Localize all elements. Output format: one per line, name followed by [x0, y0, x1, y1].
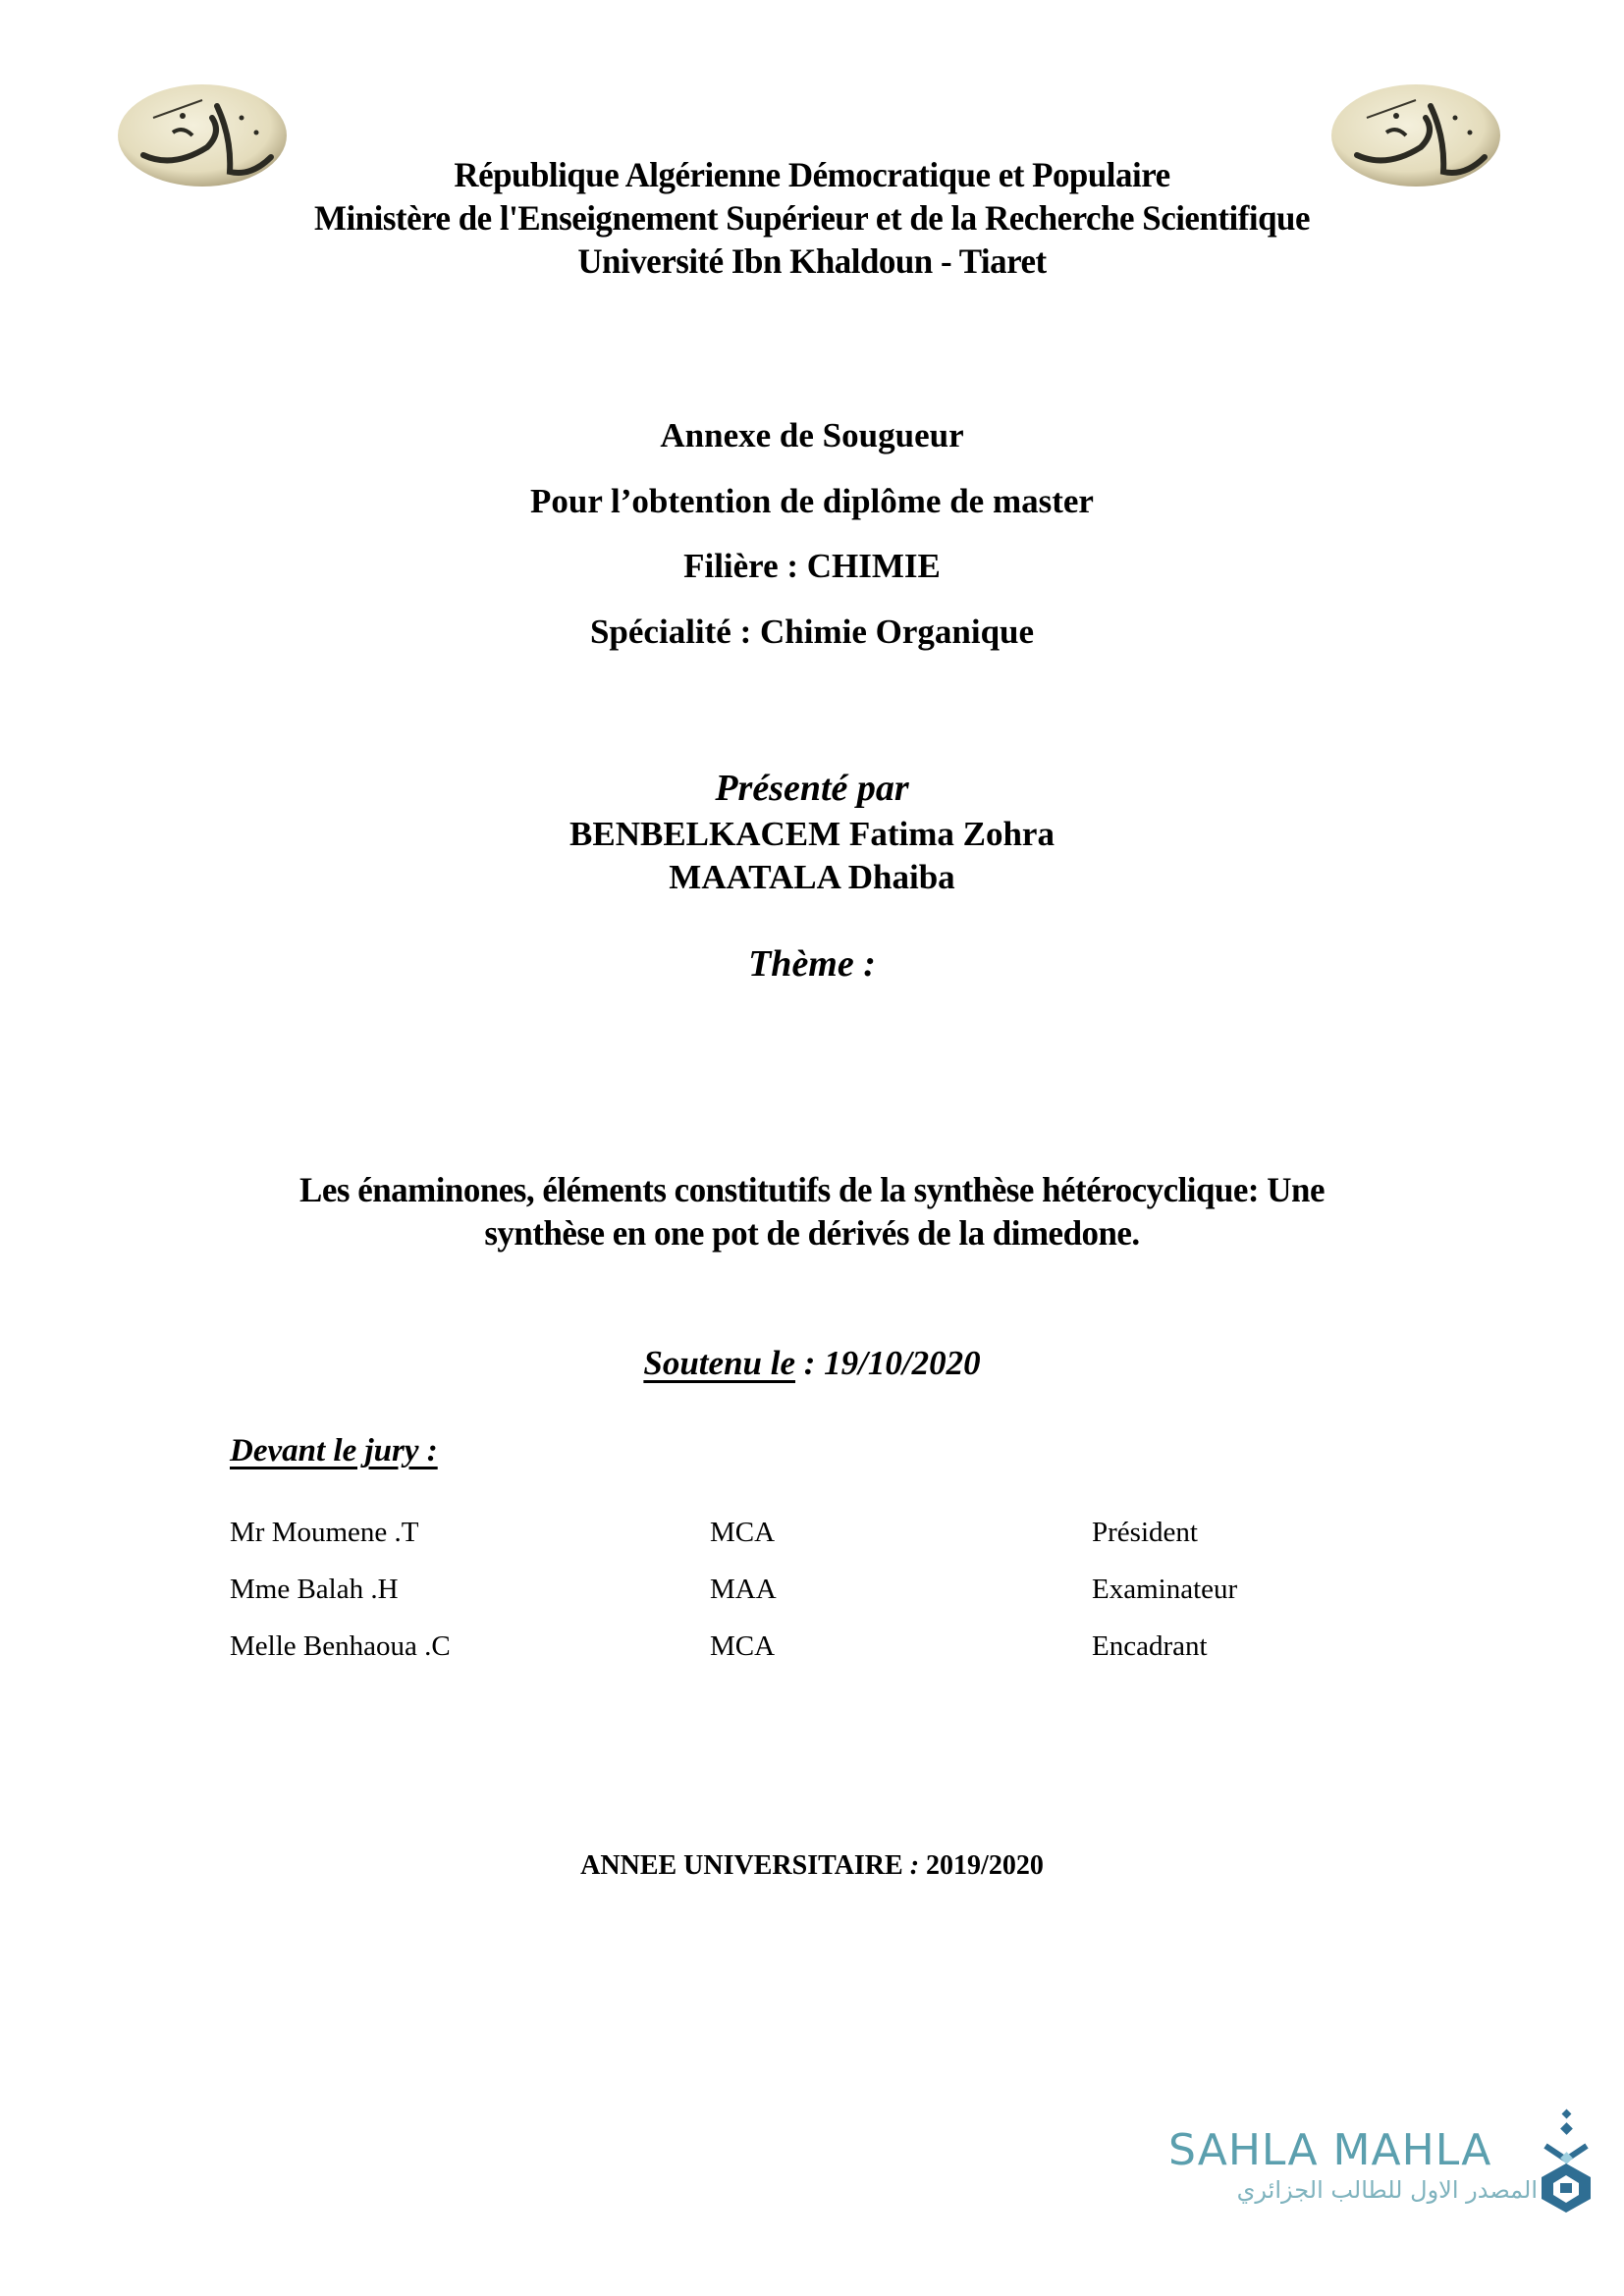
thesis-title	[0, 1168, 1624, 1255]
jury-label: Devant le jury :	[230, 1433, 438, 1468]
academic-year-value: 2019/2020	[926, 1850, 1044, 1881]
thesis-title-line-1: Les énaminones, éléments constitutifs de la synthèse hétérocyclique: Une	[299, 1170, 1325, 1209]
author-name-2: MAATALA Dhaiba	[669, 858, 955, 896]
sahla-mahla-logo-icon	[1538, 2109, 1595, 2216]
jury-member-role: Examinateur	[1092, 1574, 1238, 1605]
sahla-mahla-watermark	[1168, 2120, 1591, 2228]
jury-member-grade: MCA	[710, 1517, 776, 1548]
jury-table	[230, 1516, 1310, 1686]
jury-member-role: Président	[1092, 1517, 1198, 1548]
defense-date	[0, 1343, 1624, 1384]
specialite-line: Spécialité : Chimie Organique	[589, 613, 1035, 651]
jury-row	[230, 1629, 1310, 1686]
republic-line: République Algérienne Démocratique et Populaire	[454, 155, 1170, 194]
theme-label: Thème :	[748, 943, 876, 985]
ministry-line: Ministère de l'Enseignement Supérieur et de la Recherche Scientifique	[313, 198, 1311, 238]
defense-label: Soutenu le	[643, 1344, 796, 1382]
thesis-title-line-2: synthèse en one pot de dérivés de la dimedone.	[484, 1213, 1140, 1253]
filiere-line: Filière : CHIMIE	[683, 547, 941, 585]
academic-year-separator: :	[902, 1850, 927, 1881]
defense-date-value: 19/10/2020	[824, 1344, 981, 1382]
watermark-brand: SAHLA MAHLA	[1168, 2125, 1492, 2175]
academic-year	[0, 1849, 1624, 1883]
diploma-purpose: Pour l’obtention de diplôme de master	[530, 482, 1094, 520]
academic-year-label: ANNEE UNIVERSITAIRE	[580, 1850, 903, 1881]
jury-row	[230, 1516, 1310, 1573]
jury-member-name: Melle Benhaoua .C	[230, 1630, 451, 1662]
presented-by-label: Présenté par	[715, 768, 909, 809]
jury-member-grade: MAA	[710, 1574, 777, 1605]
author-name-1: BENBELKACEM Fatima Zohra	[569, 815, 1055, 853]
defense-separator: :	[795, 1344, 825, 1382]
institution-header	[0, 153, 1624, 283]
jury-member-name: Mr Moumene .T	[230, 1517, 419, 1548]
university-line: Université Ibn Khaldoun - Tiaret	[577, 241, 1047, 281]
jury-member-grade: MCA	[710, 1630, 776, 1662]
annexe-line: Annexe de Sougueur	[660, 416, 964, 454]
watermark-tagline: المصدر الاول للطالب الجزائري	[1236, 2176, 1538, 2204]
jury-member-role: Encadrant	[1092, 1630, 1208, 1662]
jury-row	[230, 1573, 1310, 1629]
jury-member-name: Mme Balah .H	[230, 1574, 399, 1605]
